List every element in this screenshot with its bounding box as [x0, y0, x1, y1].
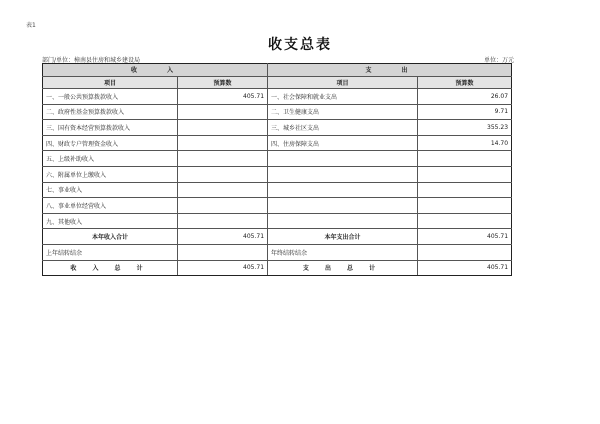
table-row: [43, 166, 512, 182]
table-row: [43, 213, 512, 229]
income-item: 九、其他收入: [43, 213, 178, 229]
income-item-col-header: 项目: [43, 76, 178, 89]
page-label: 表1: [26, 22, 36, 29]
income-subtotal-value: 405.71: [178, 229, 268, 245]
income-value: [178, 166, 268, 182]
expense-item: [268, 213, 418, 229]
expense-total-label: 支 出 总 计: [268, 260, 418, 276]
expense-carryover-value: [418, 244, 512, 260]
table-row: [43, 182, 512, 198]
subtotal-row: [43, 229, 512, 245]
page-title: 收支总表: [268, 37, 332, 53]
table-header-columns: [43, 76, 512, 89]
expense-value: 355.23: [418, 120, 512, 136]
expense-item: 三、城乡社区支出: [268, 120, 418, 136]
income-value: 405.71: [178, 89, 268, 105]
income-value: [178, 104, 268, 120]
table-header-section: [43, 64, 512, 77]
total-row: [43, 260, 512, 276]
expense-value: 14.70: [418, 135, 512, 151]
income-item: 二、政府性基金预算拨款收入: [43, 104, 178, 120]
expense-value: [418, 166, 512, 182]
expense-item-col-header: 项目: [268, 76, 418, 89]
income-value: [178, 213, 268, 229]
income-value: [178, 151, 268, 167]
income-item: 五、上级补助收入: [43, 151, 178, 167]
expense-item: 一、社会保障和就业支出: [268, 89, 418, 105]
expense-item: 二、卫生健康支出: [268, 104, 418, 120]
expense-budget-col-header: 预算数: [418, 76, 512, 89]
income-value: [178, 182, 268, 198]
expense-value: 26.07: [418, 89, 512, 105]
carryover-row: [43, 244, 512, 260]
expense-subtotal-label: 本年支出合计: [268, 229, 418, 245]
income-total-value: 405.71: [178, 260, 268, 276]
income-item: 三、国有资本经营预算拨款收入: [43, 120, 178, 136]
income-item: 一、一般公共预算拨款收入: [43, 89, 178, 105]
income-item: 七、事业收入: [43, 182, 178, 198]
expense-subtotal-value: 405.71: [418, 229, 512, 245]
table-row: [43, 120, 512, 136]
expense-item: [268, 182, 418, 198]
expense-value: [418, 213, 512, 229]
budget-summary-table: [42, 63, 512, 276]
income-carryover-value: [178, 244, 268, 260]
department-label: 部门/单位：樟南县住房和城乡建设局: [42, 57, 141, 64]
table-row: [43, 104, 512, 120]
income-subtotal-label: 本年收入合计: [43, 229, 178, 245]
income-total-label: 收 入 总 计: [43, 260, 178, 276]
income-value: [178, 120, 268, 136]
expense-value: [418, 182, 512, 198]
expense-total-value: 405.71: [418, 260, 512, 276]
expense-item: [268, 198, 418, 214]
unit-label: 单位：万元: [483, 57, 514, 64]
expense-item: 四、住房保障支出: [268, 135, 418, 151]
expense-item: [268, 151, 418, 167]
income-item: 六、附属单位上缴收入: [43, 166, 178, 182]
income-value: [178, 135, 268, 151]
table-row: [43, 135, 512, 151]
income-budget-col-header: 预算数: [178, 76, 268, 89]
income-value: [178, 198, 268, 214]
expense-carryover-label: 年终结转结余: [268, 244, 418, 260]
income-carryover-label: 上年结转结余: [43, 244, 178, 260]
expense-item: [268, 166, 418, 182]
income-item: 八、事业单位经营收入: [43, 198, 178, 214]
table-row: [43, 198, 512, 214]
table-row: [43, 89, 512, 105]
expense-section-header: 支 出: [268, 64, 512, 77]
expense-value: [418, 198, 512, 214]
income-section-header: 收 入: [43, 64, 268, 77]
table-row: [43, 151, 512, 167]
expense-value: 9.71: [418, 104, 512, 120]
expense-value: [418, 151, 512, 167]
income-item: 四、财政专户管理资金收入: [43, 135, 178, 151]
